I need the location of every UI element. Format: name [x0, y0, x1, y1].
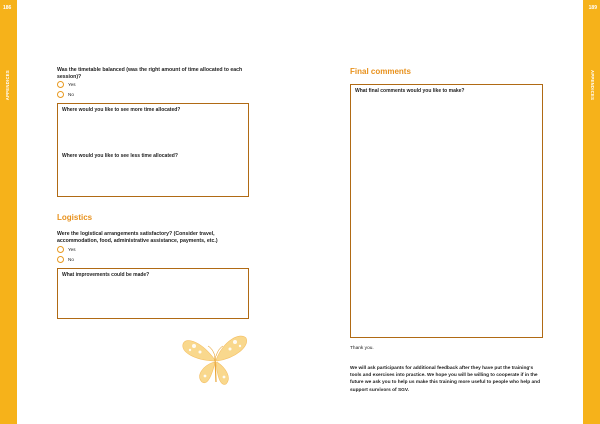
final-comments-label: What final comments would you like to make?	[355, 88, 465, 94]
option-label: No	[68, 92, 74, 97]
more-time-label: Where would you like to see more time allocated?	[62, 107, 181, 113]
timetable-option-yes[interactable]	[57, 81, 76, 88]
logistics-option-yes[interactable]	[57, 246, 76, 253]
option-label: No	[68, 257, 74, 262]
page-number-left: 186	[3, 5, 12, 11]
timetable-question: Was the timetable balanced (was the right amount of time allocated to each session)?	[57, 67, 243, 80]
final-comments-heading: Final comments	[350, 67, 411, 76]
radio-no[interactable]	[57, 91, 64, 98]
option-label: Yes	[68, 82, 76, 87]
radio-yes[interactable]	[57, 246, 64, 253]
butterfly-icon	[180, 330, 250, 388]
logistics-heading: Logistics	[57, 213, 93, 222]
right-margin-strip	[583, 0, 600, 424]
option-label: Yes	[68, 247, 76, 252]
timetable-option-no[interactable]	[57, 91, 74, 98]
thank-you-text: Thank you.	[350, 346, 374, 351]
section-label-left: APPENDICES	[5, 70, 10, 101]
closing-paragraph: We will ask participants for additional feedback after they have put the training's tools and exercises into practice. We hope you will be willing to cooperate if in the future we ask you to help us make this training more useful to people who help and support survivors of SGV.	[350, 366, 541, 393]
improvements-label: What improvements could be made?	[62, 272, 150, 278]
radio-yes[interactable]	[57, 81, 64, 88]
time-allocation-box[interactable]	[57, 103, 249, 197]
page-number-right: 189	[588, 5, 597, 11]
section-label-right: APPENDICES	[590, 70, 595, 101]
final-comments-box[interactable]	[350, 84, 543, 338]
left-margin-strip	[0, 0, 17, 424]
logistics-option-no[interactable]	[57, 256, 74, 263]
improvements-box[interactable]	[57, 268, 249, 319]
logistics-question: Were the logistical arrangements satisfactory? (Consider travel, accommodation, food, administrative assistance, payments, etc.)	[57, 231, 218, 244]
less-time-label: Where would you like to see less time allocated?	[62, 153, 178, 159]
radio-no[interactable]	[57, 256, 64, 263]
